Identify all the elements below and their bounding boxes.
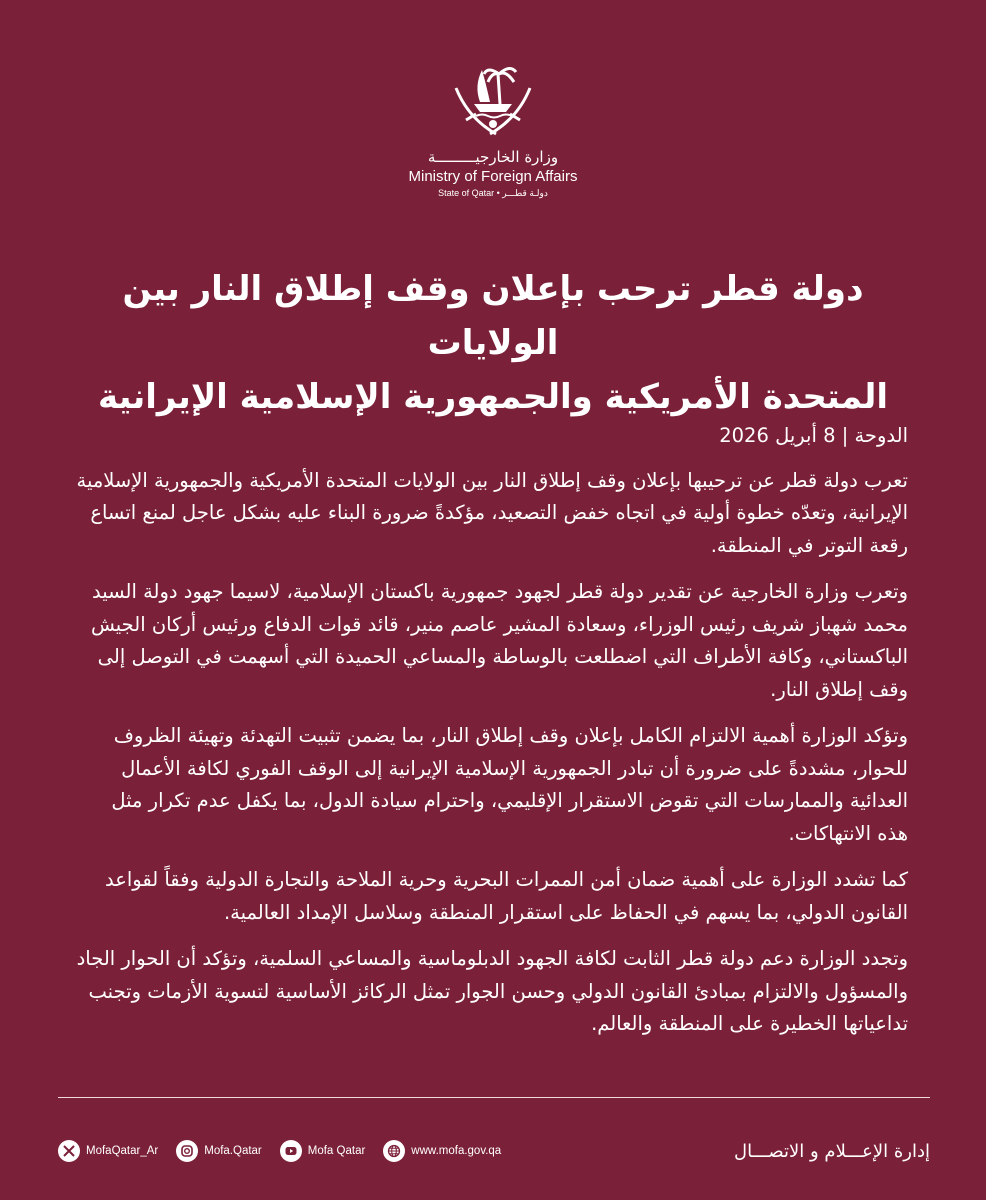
department-name: إدارة الإعـــلام و الاتصـــال [734,1140,930,1162]
x-icon [58,1140,80,1162]
dateline: الدوحة | 8 أبريل 2026 [719,424,908,447]
paragraph-3: وتؤكد الوزارة أهمية الالتزام الكامل بإعلان وقف إطلاق النار، بما يضمن تثبيت التهدئة وتهيئة الظروف للحوار، مشددةً على ضرورة أن تبادر الجمهورية الإسلامية الإيرانية إلى الوقف الفوري لكافة الأعمال العدائية والممارسات التي تقوض الاستقرار الإقليمي، واحترام سيادة الدول، بما يكفل عدم تكرار مثل هذه الانتهاكات. [111,724,908,845]
social-link-website[interactable] [383,1140,501,1162]
state-of-qatar-line: State of Qatar • دولـة قطـــر [438,188,548,198]
qatar-emblem-icon [448,60,538,142]
social-label-website: www.mofa.gov.qa [411,1145,502,1157]
youtube-icon [280,1140,302,1162]
social-link-instagram[interactable] [176,1140,262,1162]
ministry-name-english: Ministry of Foreign Affairs [408,168,578,185]
social-link-x[interactable] [58,1140,158,1162]
title-line-1: دولة قطر ترحب بإعلان وقف إطلاق النار بين الولايات [122,269,864,363]
statement-title [80,262,906,424]
footer-divider [58,1097,930,1098]
paragraph-4: كما تشدد الوزارة على أهمية ضمان أمن الممرات البحرية وحرية الملاحة والتجارة الدولية وفقاً لقواعد القانون الدولي، بما يسهم في الحفاظ على استقرار المنطقة وسلاسل الإمداد العالمية. [104,868,908,924]
instagram-icon [176,1140,198,1162]
social-label-instagram: Mofa.Qatar [204,1145,262,1157]
ministry-name-arabic: وزارة الخارجيـــــــــة [427,148,559,166]
footer [58,1134,930,1168]
ministry-header [0,60,986,199]
social-label-x: MofaQatar_Ar [86,1145,159,1157]
social-link-youtube[interactable] [280,1140,366,1162]
title-line-2: المتحدة الأمريكية والجمهورية الإسلامية الإيرانية [97,377,889,417]
social-label-youtube: Mofa Qatar [307,1145,366,1157]
globe-icon [383,1140,405,1162]
paragraph-5: وتجدد الوزارة دعم دولة قطر الثابت لكافة الجهود الدبلوماسية والمساعي السلمية، وتؤكد أن الحوار الجاد والمسؤول والالتزام بمبادئ القانون الدولي وحسن الجوار تمثل الركائز الأساسية لتسوية الأزمات وتجنب تداعياتها الخطيرة على المنطقة والعالم. [76,947,908,1035]
social-links [58,1140,501,1162]
paragraph-1: تعرب دولة قطر عن ترحيبها بإعلان وقف إطلاق النار بين الولايات المتحدة الأمريكية والجمهورية الإسلامية الإيرانية، وتعدّه خطوة أولية في اتجاه خفض التصعيد، مؤكدةً ضرورة البناء عليه بشكل عاجل لمنع اتساع رقعة التوتر في المنطقة. [76,468,908,557]
paragraph-2: وتعرب وزارة الخارجية عن تقدير دولة قطر لجهود جمهورية باكستان الإسلامية، لاسيما جهود دولة السيد محمد شهباز شريف رئيس الوزراء، وسعادة المشير عاصم منير، قائد قوات الدفاع ورئيس أركان الجيش الباكستاني، وكافة الأطراف التي اضطلعت بالوساطة والمساعي الحميدة التي أسهمت في التوصل إلى وقف إطلاق النار. [90,580,908,701]
statement-body [76,420,908,1055]
